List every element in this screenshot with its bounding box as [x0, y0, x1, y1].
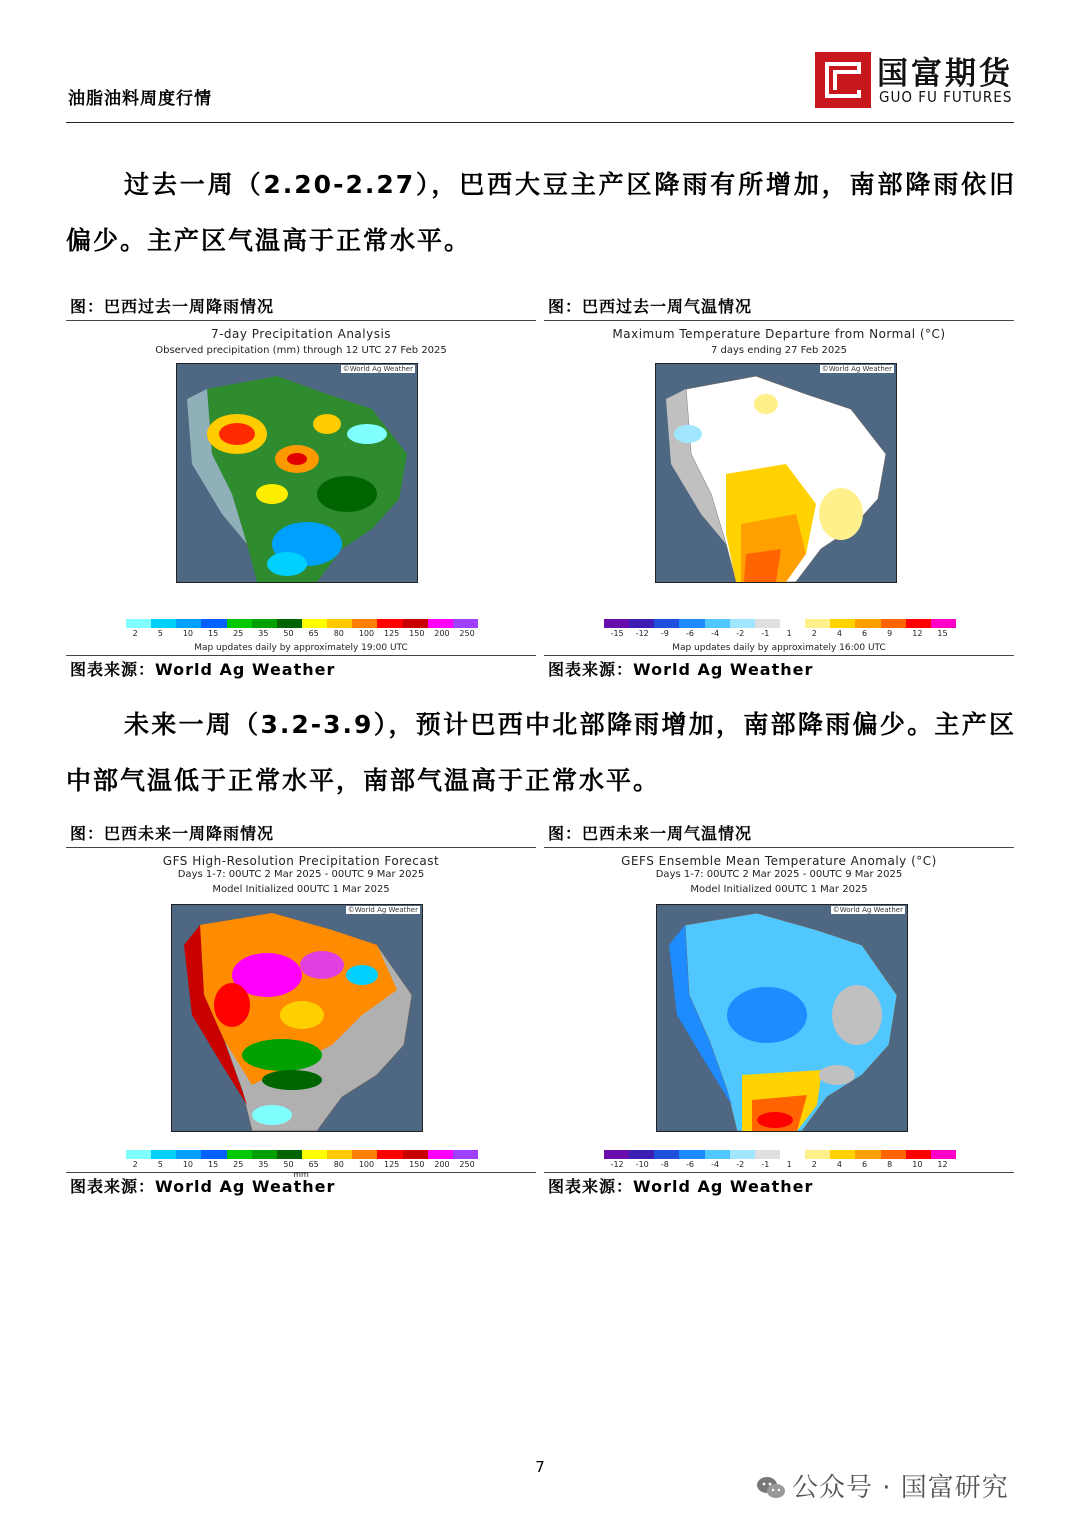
colorbar-swatch — [352, 1150, 377, 1159]
colorbar-tick-label: 65 — [308, 629, 319, 638]
logo-mark-icon — [815, 52, 871, 108]
map-watermark: ©World Ag Weather — [342, 365, 413, 373]
colorbar-swatch — [755, 619, 780, 628]
paragraph-past-week: 过去一周（2.20-2.27），巴西大豆主产区降雨有所增加，南部降雨依旧偏少。主产区气温高于正常水平。 — [66, 170, 1016, 255]
map-graphic — [177, 364, 417, 582]
colorbar-tick-label: 25 — [233, 629, 244, 638]
colorbar-tick-label: 50 — [283, 629, 294, 638]
figure-caption: 图：巴西过去一周降雨情况 — [66, 296, 536, 321]
colorbar-tick-label: -1 — [761, 1160, 770, 1169]
colorbar-swatch — [805, 1150, 830, 1159]
chart-title: 7-day Precipitation Analysis — [210, 327, 392, 341]
wechat-account-name: 公众号 · 国富研究 — [792, 1473, 1009, 1503]
colorbar-tick-label: 9 — [887, 629, 893, 638]
colorbar-unit: mm — [293, 1170, 309, 1179]
colorbar-swatch — [352, 619, 377, 628]
chart-subtitle: Days 1-7: 00UTC 2 Mar 2025 - 00UTC 9 Mar 2025 — [655, 869, 903, 880]
colorbar-ticks — [604, 1160, 956, 1172]
colorbar-swatch — [151, 619, 176, 628]
temperature-colorbar — [604, 619, 956, 628]
colorbar-swatch — [302, 619, 327, 628]
precipitation-forecast-map — [171, 904, 423, 1132]
company-logo — [815, 52, 1025, 110]
colorbar-tick-label: -10 — [635, 1160, 649, 1169]
colorbar-swatch — [403, 1150, 428, 1159]
map-graphic — [656, 364, 896, 582]
colorbar-tick-label: -6 — [686, 629, 694, 638]
colorbar-swatch — [176, 1150, 201, 1159]
colorbar-ticks — [604, 629, 956, 641]
colorbar-tick-label: 200 — [434, 1160, 450, 1169]
map-watermark: ©World Ag Weather — [821, 365, 892, 373]
colorbar-tick-label: -8 — [660, 1160, 669, 1169]
colorbar-swatch — [252, 1150, 277, 1159]
colorbar-swatch — [277, 619, 302, 628]
colorbar-swatch — [881, 1150, 906, 1159]
colorbar-swatch — [629, 619, 654, 628]
precipitation-colorbar — [126, 619, 478, 628]
colorbar-tick-label: 50 — [283, 1160, 294, 1169]
colorbar-swatch — [302, 1150, 327, 1159]
colorbar-tick-label: 125 — [384, 629, 400, 638]
colorbar-tick-label: 5 — [157, 1160, 163, 1169]
chart-subtitle: Days 1-7: 00UTC 2 Mar 2025 - 00UTC 9 Mar 2025 — [177, 869, 425, 880]
chart-title: GFS High-Resolution Precipitation Forecast — [162, 854, 440, 868]
colorbar-tick-label: -12 — [635, 629, 649, 638]
colorbar-swatch — [730, 1150, 755, 1159]
figure-past-precipitation — [66, 296, 536, 682]
colorbar-swatch — [705, 619, 730, 628]
colorbar-tick-label: 150 — [409, 629, 425, 638]
colorbar-tick-label: -4 — [711, 1160, 720, 1169]
colorbar-swatch — [428, 619, 453, 628]
colorbar-swatch — [629, 1150, 654, 1159]
colorbar-swatch — [277, 1150, 302, 1159]
colorbar-swatch — [604, 619, 629, 628]
precipitation-map — [176, 363, 418, 583]
figure-caption: 图：巴西过去一周气温情况 — [544, 296, 1014, 321]
map-update-note: Map updates daily by approximately 19:00 UTC — [194, 643, 408, 653]
colorbar-swatch — [453, 619, 478, 628]
figure-caption: 图：巴西未来一周气温情况 — [544, 823, 1014, 848]
colorbar-tick-label: 65 — [308, 1160, 319, 1169]
colorbar-tick-label: 100 — [358, 629, 375, 638]
colorbar-swatch — [327, 1150, 352, 1159]
colorbar-tick-label: 35 — [258, 629, 269, 638]
colorbar-swatch — [126, 619, 151, 628]
colorbar-swatch — [201, 619, 226, 628]
colorbar-swatch — [906, 619, 931, 628]
colorbar-tick-label: 2 — [811, 629, 817, 638]
colorbar-swatch — [855, 1150, 880, 1159]
figure-source: 图表来源：World Ag Weather — [66, 1172, 536, 1199]
colorbar-tick-label: -2 — [736, 1160, 745, 1169]
colorbar-swatch — [604, 1150, 629, 1159]
colorbar-tick-label: 8 — [887, 1160, 893, 1169]
colorbar-swatch — [227, 1150, 252, 1159]
colorbar-tick-label: 1 — [786, 1160, 792, 1169]
colorbar-tick-label: 12 — [912, 629, 923, 638]
colorbar-tick-label: 1 — [786, 629, 792, 638]
colorbar-swatch — [906, 1150, 931, 1159]
colorbar-tick-label: 250 — [459, 1160, 475, 1169]
chart-subtitle: Observed precipitation (mm) through 12 UTC 27 Feb 2025 — [155, 345, 447, 356]
colorbar-tick-label: 6 — [862, 1160, 868, 1169]
colorbar-swatch — [730, 619, 755, 628]
colorbar-tick-label: -6 — [686, 1160, 694, 1169]
colorbar-tick-label: 10 — [182, 1160, 194, 1169]
colorbar-swatch — [855, 619, 880, 628]
colorbar-swatch — [654, 619, 679, 628]
chart-subtitle-2: Model Initialized 00UTC 1 Mar 2025 — [212, 884, 390, 895]
map-graphic — [172, 905, 422, 1131]
colorbar-tick-label: 250 — [459, 629, 475, 638]
figure-source: 图表来源：World Ag Weather — [66, 655, 536, 682]
colorbar-swatch — [755, 1150, 780, 1159]
colorbar-tick-label: 2 — [132, 629, 138, 638]
colorbar-swatch — [705, 1150, 730, 1159]
chart-subtitle: 7 days ending 27 Feb 2025 — [710, 345, 848, 356]
map-graphic — [657, 905, 907, 1131]
map-watermark: ©World Ag Weather — [347, 906, 418, 914]
colorbar-tick-label: 4 — [836, 1160, 842, 1169]
figure-source: 图表来源：World Ag Weather — [544, 655, 1014, 682]
colorbar-tick-label: 80 — [333, 1160, 344, 1169]
colorbar-swatch — [252, 619, 277, 628]
colorbar-swatch — [679, 1150, 704, 1159]
colorbar-swatch — [780, 1150, 805, 1159]
colorbar-tick-label: 15 — [208, 1160, 219, 1169]
colorbar-swatch — [654, 1150, 679, 1159]
colorbar-swatch — [679, 619, 704, 628]
colorbar-ticks — [126, 629, 478, 641]
colorbar-tick-label: -2 — [736, 629, 745, 638]
colorbar-tick-label: 5 — [157, 629, 163, 638]
temperature-forecast-map — [656, 904, 908, 1132]
logo-chinese-name: 国富期货 — [877, 56, 1013, 92]
colorbar-tick-label: 80 — [333, 629, 344, 638]
colorbar-swatch — [126, 1150, 151, 1159]
temperature-map — [655, 363, 897, 583]
chart-title: GEFS Ensemble Mean Temperature Anomaly (°C) — [621, 854, 937, 868]
colorbar-tick-label: -9 — [660, 629, 669, 638]
colorbar-tick-label: 12 — [937, 1160, 948, 1169]
colorbar-tick-label: -1 — [761, 629, 770, 638]
colorbar-tick-label: 4 — [836, 629, 842, 638]
colorbar-tick-label: 200 — [434, 629, 450, 638]
colorbar-tick-label: 10 — [912, 1160, 923, 1169]
colorbar-tick-label: 2 — [811, 1160, 817, 1169]
colorbar-swatch — [176, 619, 201, 628]
figure-past-temperature — [544, 296, 1014, 682]
colorbar-swatch — [377, 1150, 402, 1159]
colorbar-tick-label: 15 — [937, 629, 948, 638]
colorbar-swatch — [881, 619, 906, 628]
figure-source: 图表来源：World Ag Weather — [544, 1172, 1014, 1199]
colorbar-tick-label: 100 — [358, 1160, 375, 1169]
colorbar-swatch — [151, 1150, 176, 1159]
wechat-account-badge — [756, 1467, 1009, 1504]
document-title: 油脂油料周度行情 — [68, 89, 212, 109]
colorbar-tick-label: -4 — [711, 629, 720, 638]
figure-forecast-temperature — [544, 823, 1014, 1199]
colorbar-swatch — [805, 619, 830, 628]
colorbar-tick-label: 150 — [409, 1160, 425, 1169]
colorbar-swatch — [428, 1150, 453, 1159]
map-watermark: ©World Ag Weather — [832, 906, 903, 914]
colorbar-swatch — [227, 619, 252, 628]
temperature-colorbar — [604, 1150, 956, 1159]
header-divider — [66, 122, 1014, 123]
colorbar-tick-label: 25 — [233, 1160, 244, 1169]
colorbar-swatch — [931, 1150, 956, 1159]
colorbar-tick-label: 35 — [258, 1160, 269, 1169]
colorbar-swatch — [453, 1150, 478, 1159]
colorbar-tick-label: -12 — [610, 1160, 624, 1169]
figure-forecast-precipitation — [66, 823, 536, 1199]
colorbar-tick-label: 6 — [862, 629, 868, 638]
logo-english-name: GUO FU FUTURES — [879, 88, 1013, 106]
colorbar-swatch — [377, 619, 402, 628]
colorbar-swatch — [201, 1150, 226, 1159]
page-number: 7 — [535, 1458, 545, 1476]
colorbar-swatch — [327, 619, 352, 628]
paragraph-next-week: 未来一周（3.2-3.9），预计巴西中北部降雨增加，南部降雨偏少。主产区中部气温低于正常水平，南部气温高于正常水平。 — [66, 710, 1016, 795]
map-update-note: Map updates daily by approximately 16:00 UTC — [672, 643, 886, 653]
colorbar-tick-label: 2 — [132, 1160, 138, 1169]
chart-title: Maximum Temperature Departure from Normal (°C) — [612, 327, 946, 341]
colorbar-tick-label: 10 — [182, 629, 194, 638]
colorbar-tick-label: 125 — [384, 1160, 400, 1169]
chart-subtitle-2: Model Initialized 00UTC 1 Mar 2025 — [690, 884, 868, 895]
colorbar-tick-label: -15 — [610, 629, 624, 638]
colorbar-swatch — [830, 1150, 855, 1159]
colorbar-swatch — [931, 619, 956, 628]
colorbar-swatch — [830, 619, 855, 628]
precipitation-colorbar — [126, 1150, 478, 1159]
figure-caption: 图：巴西未来一周降雨情况 — [66, 823, 536, 848]
colorbar-swatch — [780, 619, 805, 628]
wechat-icon — [756, 1475, 786, 1501]
colorbar-swatch — [403, 619, 428, 628]
colorbar-tick-label: 15 — [208, 629, 219, 638]
